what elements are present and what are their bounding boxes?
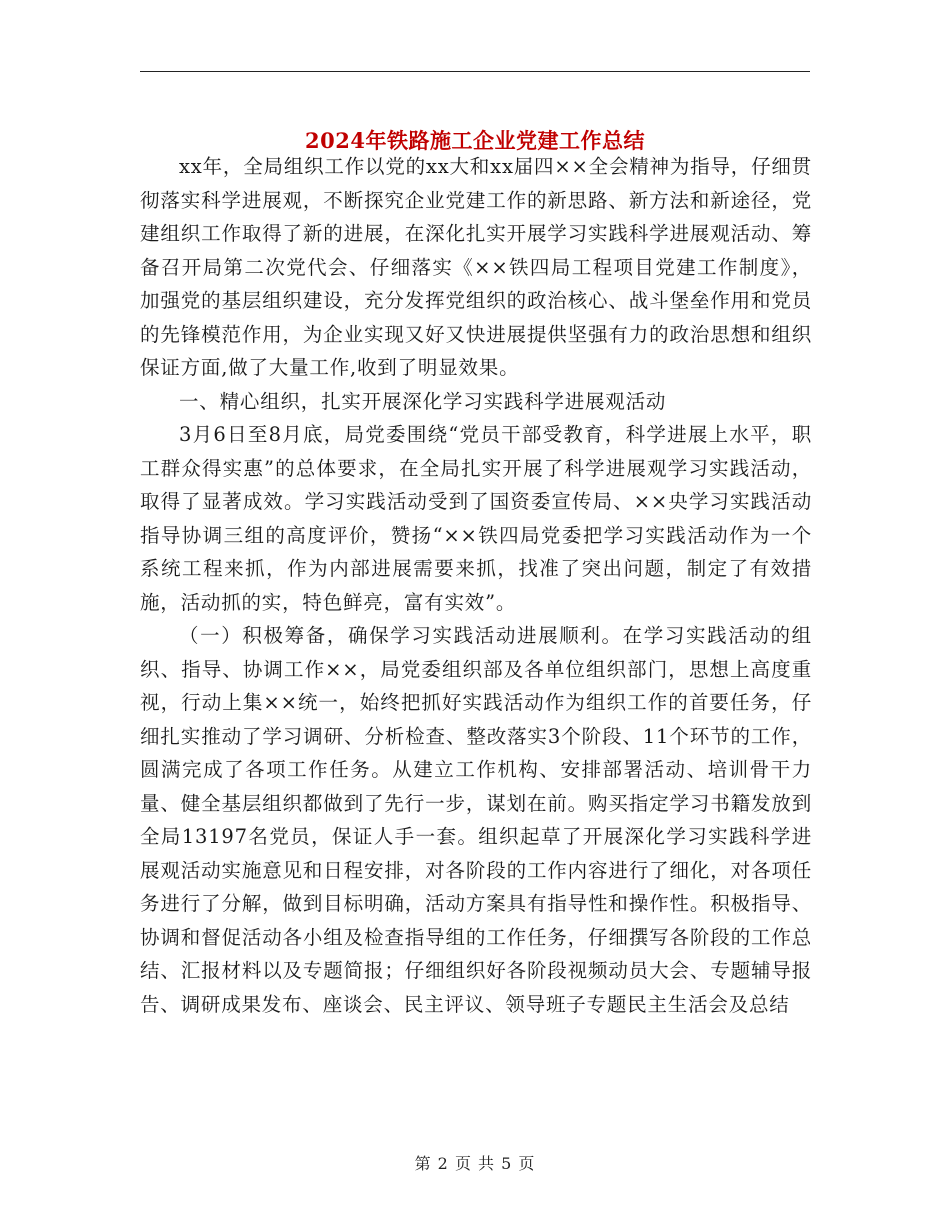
document-body — [140, 150, 812, 1021]
section-1-paragraph: 3月6日至8月底，局党委围绕“党员干部受教育，科学进展上水平，职工群众得实惠”的总体要求，在全局扎实开展了科学进展观学习实践活动，取得了显著成效。学习实践活动受到了国资委宣传局、××央学习实践活动指导协调三组的高度评价，赞扬“××铁四局党委把学习实践活动作为一个系统工程来抓，作为内部进展需要来抓，找准了突出问题，制定了有效措施，活动抓的实，特色鲜亮，富有实效”。 — [140, 423, 812, 614]
document-title: 2024年铁路施工企业党建工作总结 — [305, 128, 645, 154]
intro-paragraph: xx年，全局组织工作以党的xx大和xx届四××全会精神为指导，仔细贯彻落实科学进展观，不断探究企业党建工作的新思路、新方法和新途径，党建组织工作取得了新的进展，在深化扎实开展学习实践科学进展观活动、筹备召开局第二次党代会、仔细落实《××铁四局工程项目党建工作制度》，加强党的基层组织建设，充分发挥党组织的政治核心、战斗堡垒作用和党员的先锋模范作用，为企业实现又好又快进展提供坚强有力的政治思想和组织保证方面,做了大量工作,收到了明显效果。 — [140, 155, 812, 379]
page-number-footer: 第 2 页 共 5 页 — [414, 1154, 536, 1173]
section-heading-1: 一、精心组织，扎实开展深化学习实践科学进展观活动 — [179, 389, 667, 413]
subsection-1-paragraph: （一）积极筹备，确保学习实践活动进展顺利。在学习实践活动的组织、指导、协调工作××，局党委组织部及各单位组织部门，思想上高度重视，行动上集××统一，始终把抓好实践活动作为组织工作的首要任务，仔细扎实推动了学习调研、分析检查、整改落实3个阶段、11个环节的工作，圆满完成了各项工作任务。从建立工作机构、安排部署活动、培训骨干力量、健全基层组织都做到了先行一步，谋划在前。购买指定学习书籍发放到全局13197名党员，保证人手一套。组织起草了开展深化学习实践科学进展观活动实施意见和日程安排，对各阶段的工作内容进行了细化，对各项任务进行了分解，做到目标明确，活动方案具有指导性和操作性。积极指导、协调和督促活动各小组及检查指导组的工作任务，仔细撰写各阶段的工作总结、汇报材料以及专题简报；仔细组织好各阶段视频动员大会、专题辅导报告、调研成果发布、座谈会、民主评议、领导班子专题民主生活会及总结 — [140, 624, 812, 1016]
header-rule — [140, 71, 810, 72]
